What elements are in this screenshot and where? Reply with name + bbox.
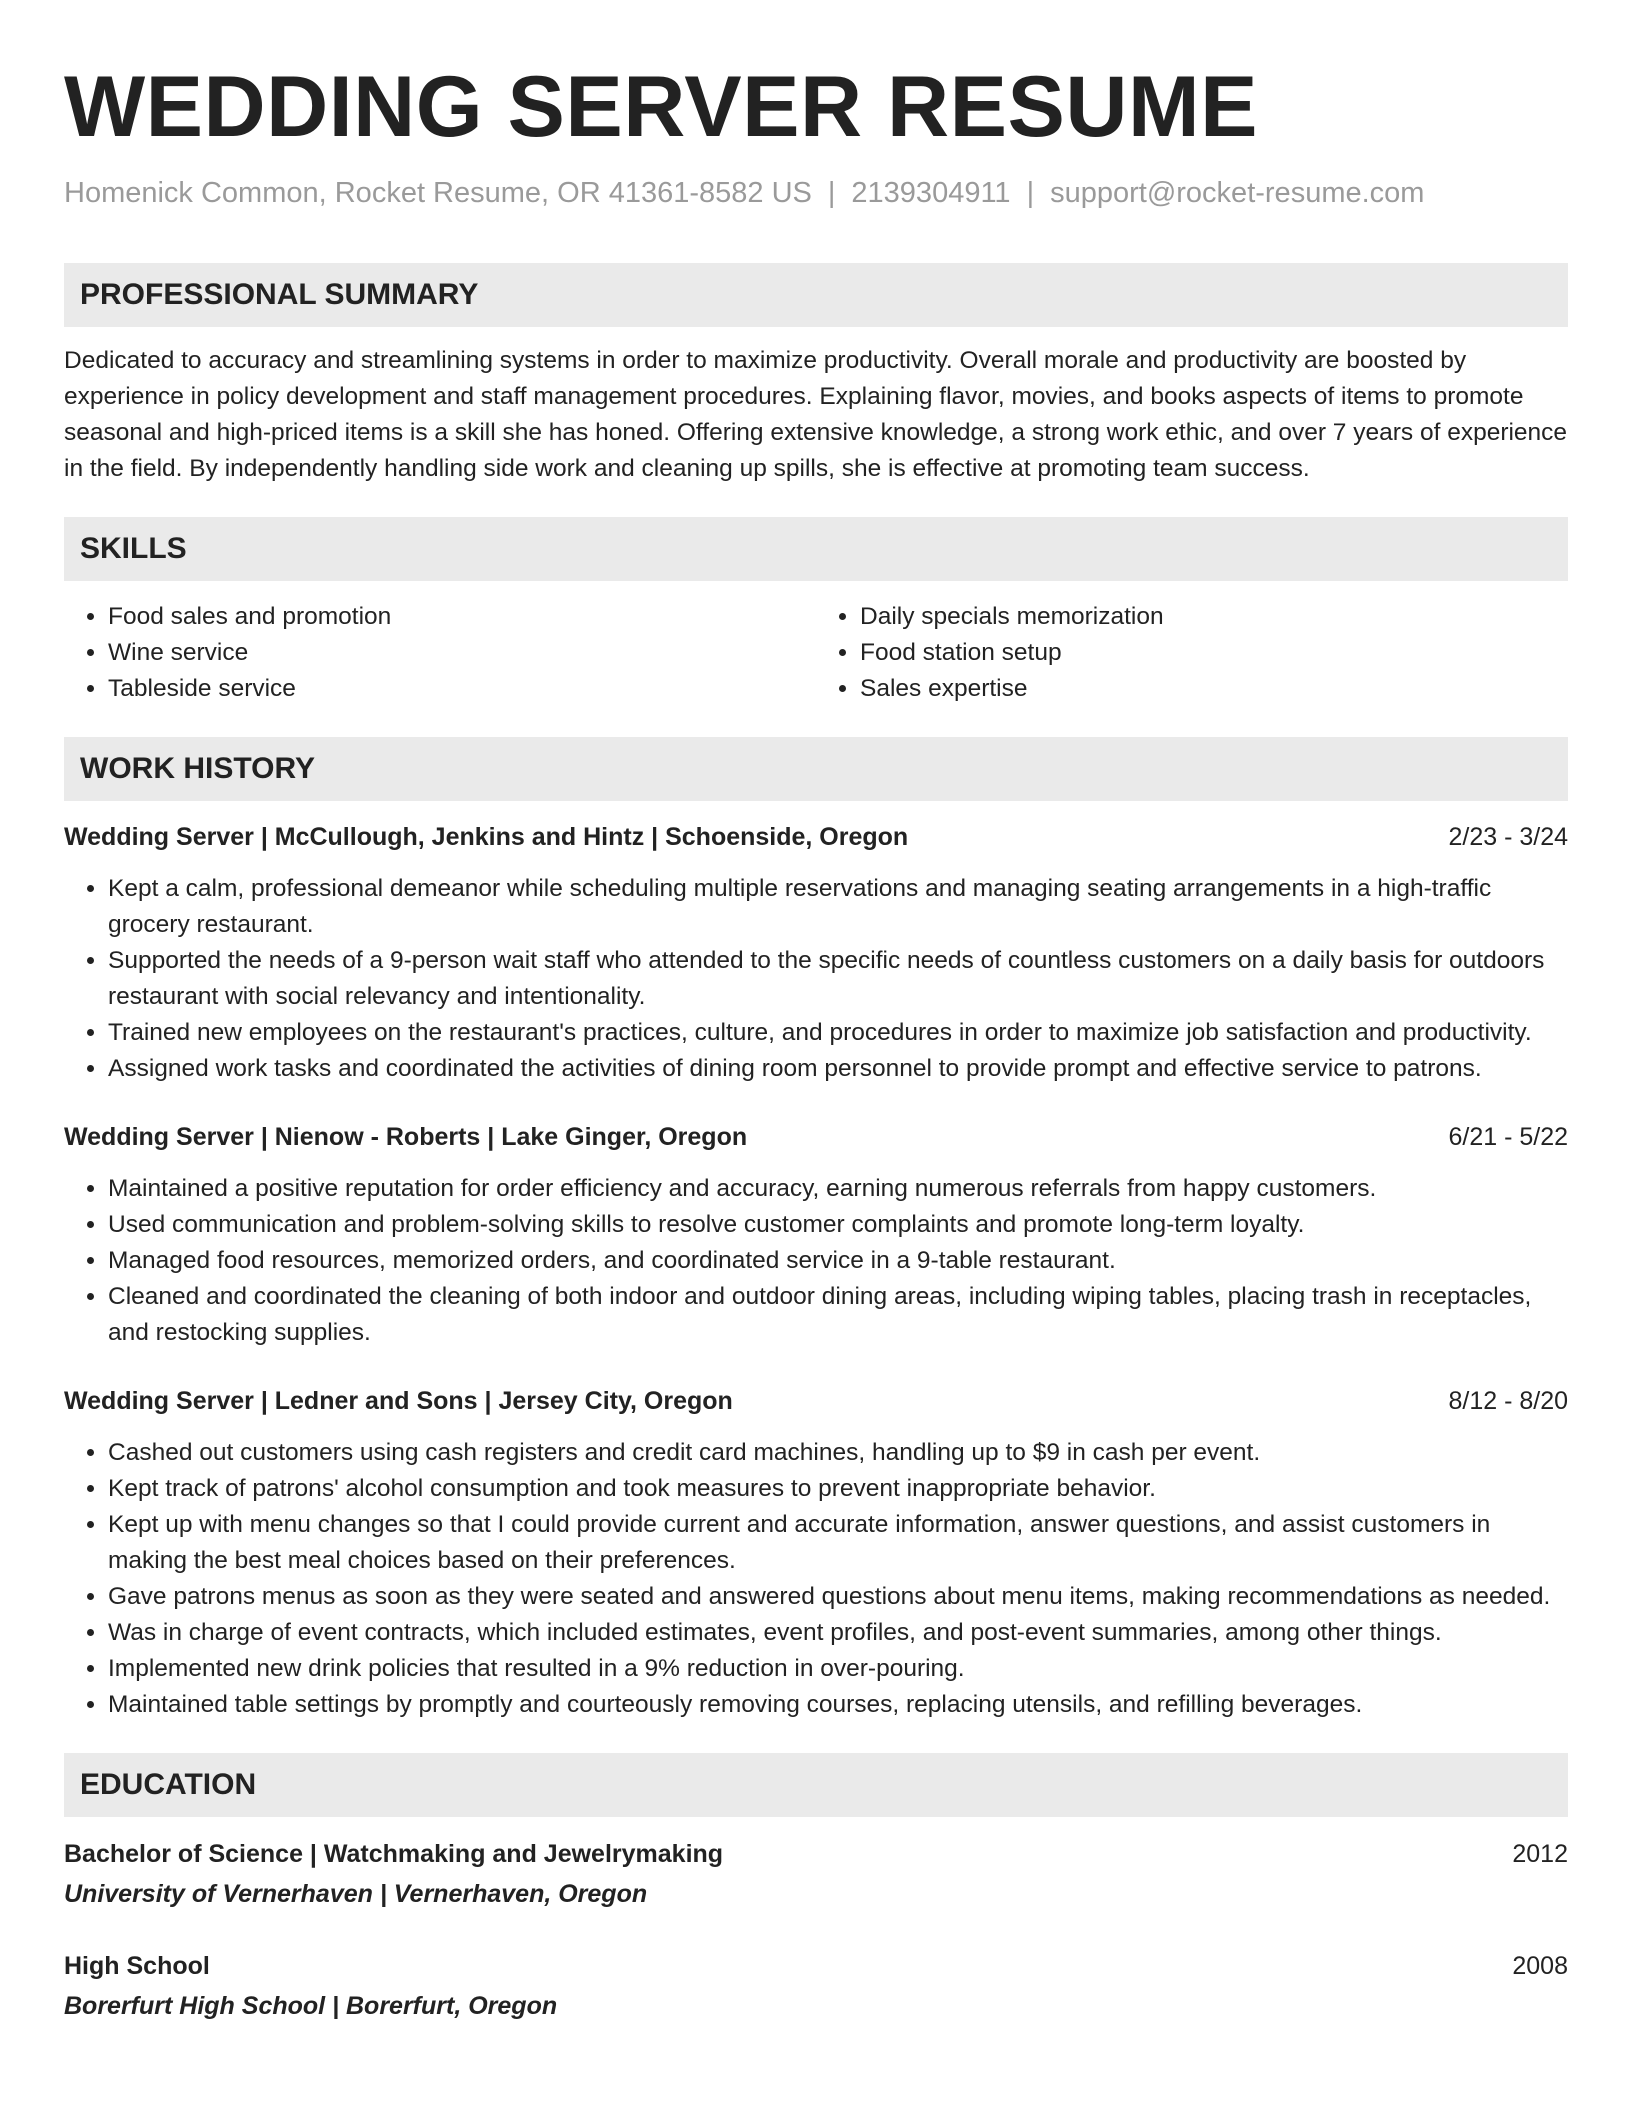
job-bullet: • Kept track of patrons' alcohol consumption and took measures to prevent inappropriate behavior. — [108, 1471, 1568, 1507]
education-school: Borerfurt High School | Borerfurt, Oregon — [64, 1991, 558, 2020]
contact-separator: | — [1026, 177, 1035, 209]
job-entry — [64, 1119, 1568, 1351]
job-bullet: • Maintained table settings by promptly and courteously removing courses, replacing utensils, and refilling beverages. — [108, 1687, 1568, 1723]
job-dates: 8/12 - 8/20 — [1448, 1386, 1568, 1415]
job-bullet: • Implemented new drink policies that resulted in a 9% reduction in over-pouring. — [108, 1651, 1568, 1687]
job-bullet: • Cashed out customers using cash registers and credit card machines, handling up to $9 in cash per event. — [108, 1435, 1568, 1471]
education-header — [64, 1947, 1568, 1985]
contact-address: Homenick Common, Rocket Resume, OR 41361-8582 US — [64, 177, 812, 209]
contact-separator: | — [827, 177, 836, 209]
job-entry — [64, 819, 1568, 1087]
skills-column-left — [64, 599, 816, 707]
job-title: Wedding Server | Ledner and Sons | Jersey City, Oregon — [64, 1386, 733, 1415]
skills-list — [64, 599, 1568, 707]
job-bullet: • Used communication and problem-solving skills to resolve customer complaints and promote long-term loyalty. — [108, 1207, 1568, 1243]
education-school: University of Vernerhaven | Vernerhaven, Oregon — [64, 1879, 648, 1908]
skill-item: • Daily specials memorization — [860, 599, 1568, 635]
job-bullet: • Kept up with menu changes so that I could provide current and accurate information, answer questions, and assist customers in making the best meal choices based on their preferences. — [108, 1507, 1568, 1579]
job-bullet: • Assigned work tasks and coordinated the activities of dining room personnel to provide prompt and effective service to patrons. — [108, 1051, 1568, 1087]
education-year: 2008 — [1512, 1951, 1568, 1980]
job-bullets — [64, 1435, 1568, 1723]
job-bullets — [64, 871, 1568, 1087]
contact-phone: 2139304911 — [851, 177, 1011, 209]
job-header — [64, 1383, 1568, 1419]
section-heading-education: EDUCATION — [64, 1753, 1568, 1817]
job-bullet: • Managed food resources, memorized orders, and coordinated service in a 9-table restaurant. — [108, 1243, 1568, 1279]
job-title: Wedding Server | Nienow - Roberts | Lake Ginger, Oregon — [64, 1122, 748, 1151]
section-heading-work-history: WORK HISTORY — [64, 737, 1568, 801]
contact-email: support@rocket-resume.com — [1050, 177, 1425, 209]
job-bullet: • Was in charge of event contracts, which included estimates, event profiles, and post-event summaries, among other things. — [108, 1615, 1568, 1651]
education-year: 2012 — [1512, 1839, 1568, 1868]
education-header — [64, 1835, 1568, 1873]
skills-column-right — [816, 599, 1568, 707]
job-bullet: • Gave patrons menus as soon as they were seated and answered questions about menu items, making recommendations as needed. — [108, 1579, 1568, 1615]
skill-item: • Wine service — [108, 635, 816, 671]
contact-line — [64, 176, 1568, 211]
skill-item: • Food station setup — [860, 635, 1568, 671]
job-bullets — [64, 1171, 1568, 1351]
section-heading-summary: PROFESSIONAL SUMMARY — [64, 263, 1568, 327]
education-entry — [64, 1835, 1568, 1913]
job-bullet: • Maintained a positive reputation for order efficiency and accuracy, earning numerous referrals from happy customers. — [108, 1171, 1568, 1207]
education-degree: Bachelor of Science | Watchmaking and Jewelrymaking — [64, 1839, 724, 1868]
job-bullet: • Cleaned and coordinated the cleaning of both indoor and outdoor dining areas, including wiping tables, placing trash in receptacles, and restocking supplies. — [108, 1279, 1568, 1351]
job-header — [64, 1119, 1568, 1155]
job-dates: 2/23 - 3/24 — [1448, 822, 1568, 851]
education-degree: High School — [64, 1951, 210, 1980]
job-bullet: • Trained new employees on the restaurant's practices, culture, and procedures in order to maximize job satisfaction and productivity. — [108, 1015, 1568, 1051]
skill-item: • Sales expertise — [860, 671, 1568, 707]
education-entry — [64, 1947, 1568, 2025]
job-header — [64, 819, 1568, 855]
skill-item: • Tableside service — [108, 671, 816, 707]
job-bullet: • Kept a calm, professional demeanor while scheduling multiple reservations and managing seating arrangements in a high-traffic grocery restaurant. — [108, 871, 1568, 943]
job-dates: 6/21 - 5/22 — [1448, 1122, 1568, 1151]
skill-item: • Food sales and promotion — [108, 599, 816, 635]
job-bullet: • Supported the needs of a 9-person wait staff who attended to the specific needs of countless customers on a daily basis for outdoors restaurant with social relevancy and intentionality. — [108, 943, 1568, 1015]
job-title: Wedding Server | McCullough, Jenkins and Hintz | Schoenside, Oregon — [64, 822, 909, 851]
section-heading-skills: SKILLS — [64, 517, 1568, 581]
job-entry — [64, 1383, 1568, 1723]
summary-text: Dedicated to accuracy and streamlining systems in order to maximize productivity. Overall morale and productivity are boosted by experience in policy development and staff management procedures. Explaining flavor, movies, and books aspects of items to promote seasonal and high-priced items is a skill she has honed. Offering extensive knowledge, a strong work ethic, and over 7 years of experience in the field. By independently handling side work and cleaning up spills, she is effective at promoting team success. — [64, 346, 1568, 482]
resume-title: WEDDING SERVER RESUME — [64, 59, 1258, 155]
